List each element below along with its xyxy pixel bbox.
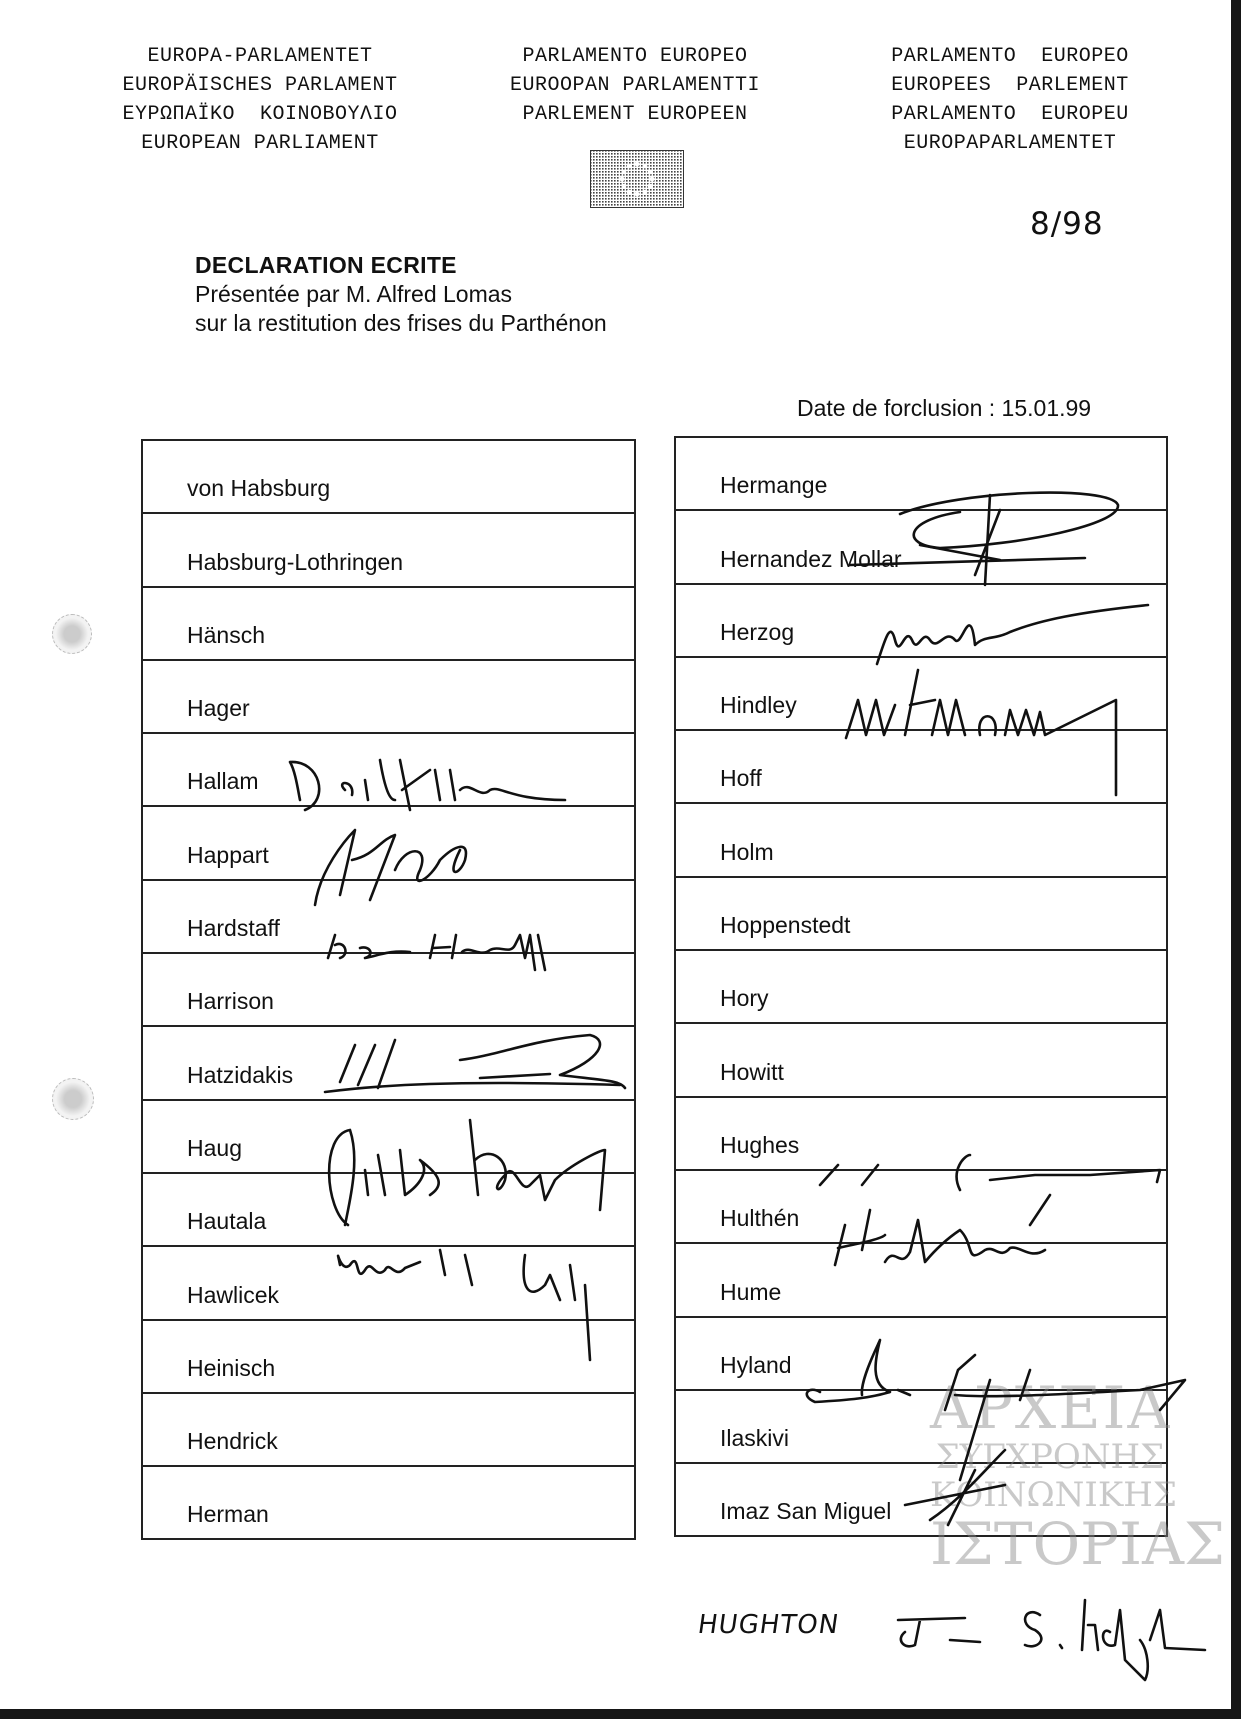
- header-line: PARLEMENT EUROPEEN: [522, 103, 748, 126]
- signature-row: [676, 585, 1166, 658]
- member-name: Hyland: [720, 1351, 792, 1378]
- signature-row: [676, 438, 1166, 511]
- signature-row: [676, 951, 1166, 1024]
- punch-hole: [52, 1078, 94, 1120]
- member-name: Herzog: [720, 618, 795, 645]
- header-line: EUROPAPARLAMENTET: [903, 132, 1117, 155]
- archive-watermark-stamp: [930, 1374, 1225, 1598]
- header-line: PARLAMENTO EUROPEO: [891, 45, 1129, 68]
- header-line: EUROPEAN PARLIAMENT: [141, 132, 379, 155]
- signature-row: [676, 1024, 1166, 1097]
- signature-row: [143, 588, 634, 661]
- eu-flag-icon: [590, 150, 684, 208]
- signature-row: [676, 878, 1166, 951]
- member-name: Hulthén: [720, 1205, 800, 1232]
- member-name: Hänsch: [187, 621, 265, 648]
- page-edge-right: [1231, 0, 1241, 1719]
- member-name: Imaz San Miguel: [720, 1498, 892, 1525]
- member-name: Hautala: [187, 1208, 267, 1235]
- document-subject: sur la restitution des frises du Parthénon: [195, 310, 607, 336]
- member-name: Hermange: [720, 472, 828, 499]
- member-name: Hoff: [720, 765, 762, 792]
- signature-row: [143, 1174, 634, 1247]
- signature-row: [676, 511, 1166, 584]
- presented-by: Présentée par M. Alfred Lomas: [195, 281, 513, 307]
- member-name: Hager: [187, 695, 250, 722]
- signature-table-left: [141, 439, 636, 1540]
- header-line: ΕΥΡΩΠΑΪΚΟ ΚΟΙΝΟΒΟΥΛΙΟ: [122, 103, 398, 126]
- document-title: DECLARATION ECRITE: [195, 252, 457, 278]
- document-number: 8/98: [1030, 206, 1104, 242]
- header-right: [860, 42, 1160, 158]
- signature-row: [143, 441, 634, 514]
- signature-row: [676, 731, 1166, 804]
- handwritten-name-addition: HUGHTON: [695, 1610, 842, 1640]
- member-name: Hoppenstedt: [720, 912, 851, 939]
- member-name: Harrison: [187, 988, 274, 1015]
- signature-row: [143, 1101, 634, 1174]
- signature-row: [676, 804, 1166, 877]
- member-name: Holm: [720, 838, 774, 865]
- member-name: Hatzidakis: [187, 1061, 294, 1088]
- watermark-line: ΙΣΤΟΡΙΑΣ: [930, 1510, 1225, 1578]
- member-name: Hendrick: [187, 1428, 278, 1455]
- signature-row: [676, 1171, 1166, 1244]
- signature-row: [143, 1247, 634, 1320]
- signature-row: [143, 881, 634, 954]
- member-name: Hallam: [187, 768, 259, 795]
- member-name: Hardstaff: [187, 915, 280, 942]
- signature-row: [143, 661, 634, 734]
- header-line: EUROPEES PARLEMENT: [891, 74, 1129, 97]
- signature-houghton: [898, 1600, 1205, 1680]
- signature-row: [143, 514, 634, 587]
- signature-row: [143, 1394, 634, 1467]
- signature-row: [143, 1321, 634, 1394]
- member-name: Happart: [187, 841, 269, 868]
- page-edge-bottom: [0, 1709, 1241, 1719]
- signature-row: [143, 1027, 634, 1100]
- signature-row: [676, 658, 1166, 731]
- member-name: Howitt: [720, 1058, 784, 1085]
- member-name: Hawlicek: [187, 1281, 280, 1308]
- header-line: EUROOPAN PARLAMENTTI: [509, 74, 761, 97]
- header-center: [470, 42, 800, 129]
- member-name: Hory: [720, 985, 769, 1012]
- member-name: von Habsburg: [187, 475, 331, 502]
- signature-row: [143, 734, 634, 807]
- punch-hole: [52, 614, 92, 654]
- header-line: EUROPÄISCHES PARLAMENT: [122, 74, 398, 97]
- watermark-line: ΣΥΓΧΡΟΝΗΣ ΚΟΙΝΩΝΙΚΗΣ: [930, 1437, 1177, 1515]
- signature-table-right: [674, 436, 1177, 1537]
- member-name: Hindley: [720, 692, 797, 719]
- member-name: Herman: [187, 1501, 269, 1528]
- header-left: [90, 42, 430, 158]
- signature-row: [676, 1098, 1166, 1171]
- header-line: EUROPA-PARLAMENTET: [147, 45, 373, 68]
- member-name: Hume: [720, 1278, 782, 1305]
- signature-row: [143, 1467, 634, 1540]
- header-line: PARLAMENTO EUROPEU: [891, 103, 1129, 126]
- title-block: [195, 250, 607, 338]
- member-name: Haug: [187, 1134, 242, 1161]
- header-line: PARLAMENTO EUROPEO: [522, 45, 748, 68]
- member-name: Hughes: [720, 1131, 800, 1158]
- deadline-date: Date de forclusion : 15.01.99: [797, 395, 1092, 421]
- watermark-line: ΑΡΧΕΙΑ: [930, 1374, 1172, 1442]
- member-name: Ilaskivi: [720, 1425, 790, 1452]
- member-name: Habsburg-Lothringen: [187, 548, 404, 575]
- signature-row: [143, 954, 634, 1027]
- member-name: Hernandez Mollar: [720, 545, 902, 572]
- signature-row: [676, 1244, 1166, 1317]
- signature-row: [143, 807, 634, 880]
- member-name: Heinisch: [187, 1354, 276, 1381]
